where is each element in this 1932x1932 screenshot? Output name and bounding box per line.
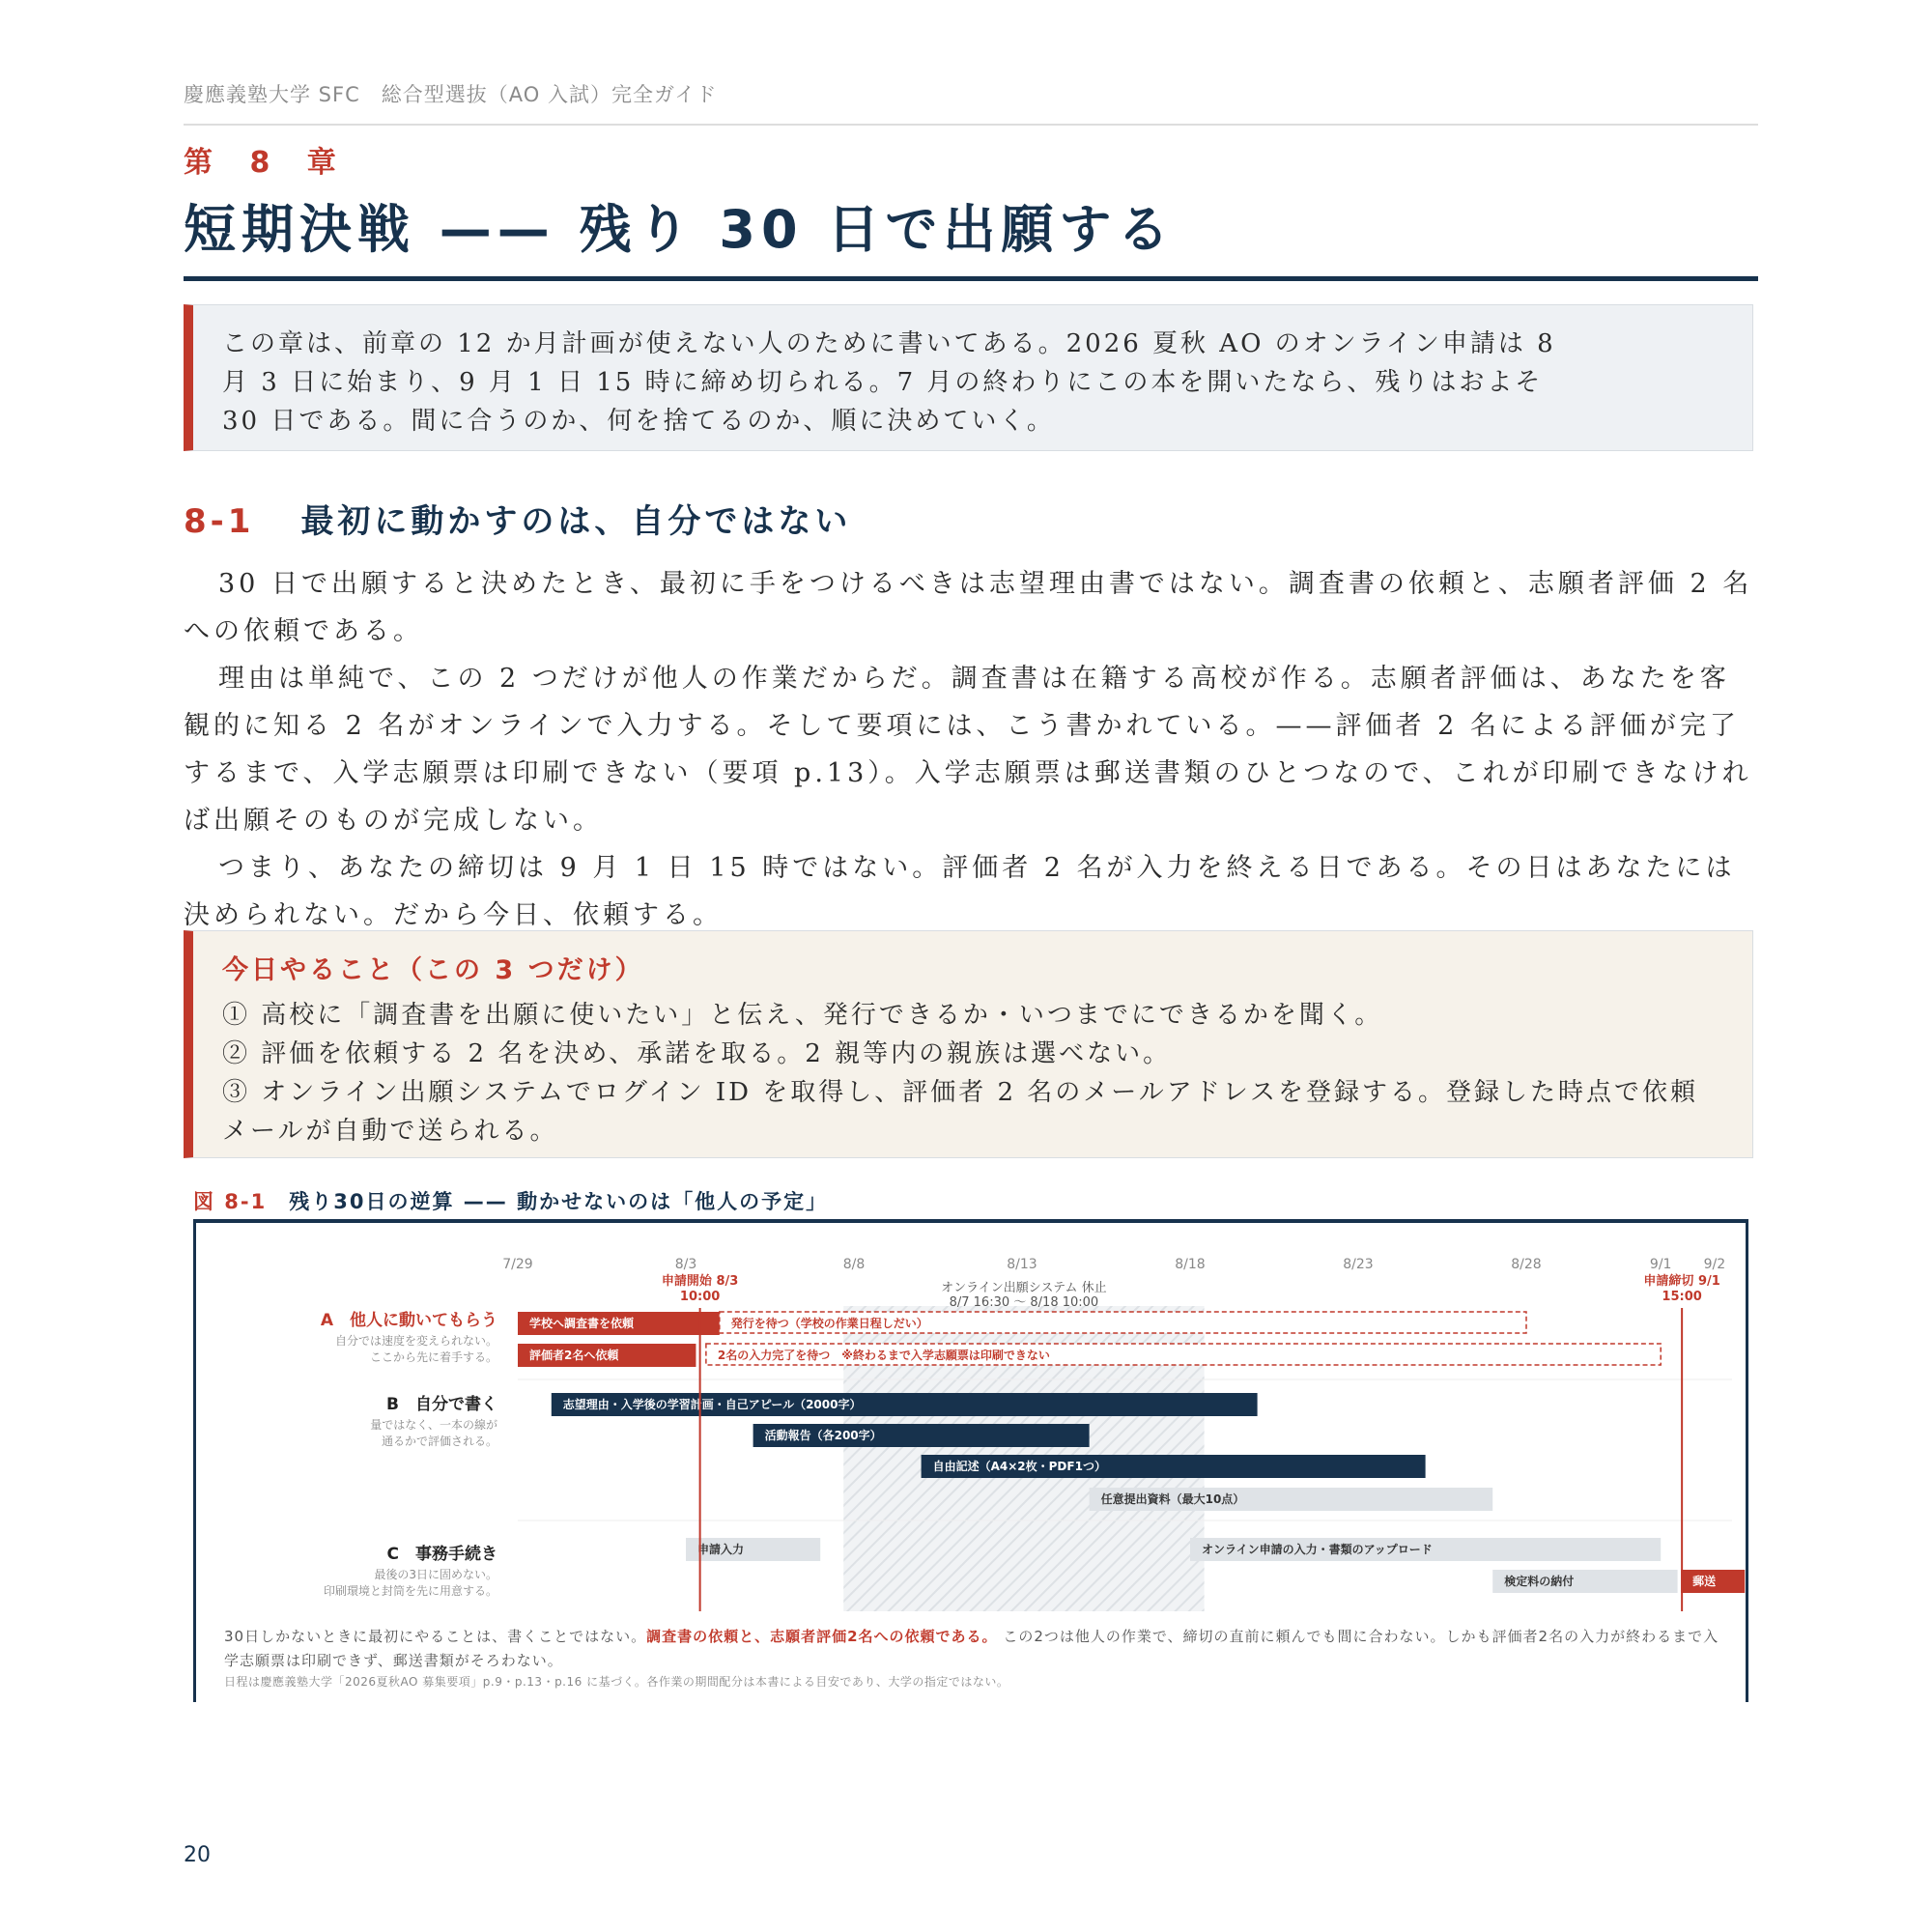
todo-item: ③ オンライン出願システムでログイン ID を取得し、評価者 2 名のメールアドレスを登録する。登録した時点で依頼メールが自動で送られる。	[222, 1078, 1699, 1146]
group-title: A 他人に動いてもらう	[320, 1311, 497, 1330]
figure-note	[224, 1625, 1726, 1673]
figure-caption	[193, 1186, 828, 1215]
tick-label: 7/29	[502, 1257, 533, 1272]
note-highlight: 調査書の依頼と、志願者評価2名への依頼である。	[646, 1628, 998, 1645]
deadline-label: 申請開始 8/3	[661, 1274, 739, 1289]
gantt-bar-label: 任意提出資料（最大10点）	[1100, 1492, 1245, 1506]
group-description: 印刷環境と封筒を先に用意する。	[323, 1584, 497, 1598]
running-header: 慶應義塾大学 SFC 総合型選抜（AO 入試）完全ガイド	[184, 83, 718, 106]
todo-item: ① 高校に「調査書を出願に使いたい」と伝え、発行できるか・いつまでにできるかを聞く。	[222, 1001, 1383, 1030]
body-paragraph: 理由は単純で、この 2 つだけが他人の作業だからだ。調査書は在籍する高校が作る。志願者評価は、あなたを客観的に知る 2 名がオンラインで入力する。そして要項には、こう書かれている。——評価者 2 名による評価が完了するまで、入学志願票は印刷できない（要項 p.13）。入学志願票は郵送書類のひとつなので、これが印刷できなければ出願そのものが完成しない。	[184, 664, 1752, 836]
gantt-bar-label: 活動報告（各200字）	[764, 1429, 882, 1442]
group-description: 量ではなく、一本の線が	[370, 1418, 497, 1432]
gantt-bar-label: 学校へ調査書を依頼	[529, 1317, 635, 1330]
gantt-bar-label: 郵送	[1692, 1575, 1717, 1588]
section-number: 8-1	[184, 502, 255, 541]
group-description: 最後の3日に固めない。	[374, 1568, 497, 1581]
body-text	[184, 560, 1758, 939]
body-paragraph: 30 日で出願すると決めたとき、最初に手をつけるべきは志望理由書ではない。調査書の依頼と、志願者評価 2 名への依頼である。	[184, 569, 1753, 646]
chapter-title: 短期決戦 —— 残り 30 日で出願する	[184, 199, 1176, 260]
figure-source: 日程は慶應義塾大学「2026夏秋AO 募集要項」p.9・p.13・p.16 に基づく。各作業の期間配分は本書による目安であり、大学の指定ではない。	[224, 1675, 1009, 1689]
todo-item: ② 評価を依頼する 2 名を決め、承諾を取る。2 親等内の親族は選べない。	[222, 1039, 1172, 1068]
deadline-label: 申請締切 9/1	[1643, 1274, 1720, 1289]
group-description: ここから先に着手する。	[369, 1350, 497, 1364]
chapter-label: 第 8 章	[184, 146, 350, 180]
figure-number: 図 8-1	[193, 1190, 268, 1213]
gantt-bar-label: 2名の入力完了を待つ ※終わるまで入学志願票は印刷できない	[717, 1349, 1050, 1362]
gantt-bar-label: 自由記述（A4×2枚・PDF1つ）	[932, 1460, 1106, 1473]
group-title: B 自分で書く	[386, 1395, 497, 1414]
group-title: C 事務手続き	[386, 1545, 497, 1564]
group-description: 通るかで評価される。	[381, 1435, 497, 1448]
deadline-time-label: 15:00	[1662, 1290, 1702, 1304]
tick-label: 8/23	[1343, 1257, 1374, 1272]
intro-line: 月 3 日に始まり、9 月 1 日 15 時に締め切られる。7 月の終わりにこの本を開いたなら、残りはおよそ	[222, 368, 1544, 397]
gantt-bar-label: 検定料の納付	[1504, 1575, 1575, 1588]
tick-label: 8/28	[1511, 1257, 1542, 1272]
tick-label: 8/8	[842, 1257, 866, 1272]
group-description: 自分では速度を変えられない。	[334, 1334, 497, 1348]
tick-label: 9/1	[1649, 1257, 1672, 1272]
tick-label: 8/3	[674, 1257, 697, 1272]
header-rule	[184, 124, 1758, 126]
tick-label: 8/18	[1175, 1257, 1206, 1272]
gantt-chart	[196, 1223, 1746, 1629]
deadline-time-label: 10:00	[679, 1290, 721, 1304]
gantt-bar-label: 発行を待つ（学校の作業日程しだい）	[730, 1317, 928, 1330]
section-title: 最初に動かすのは、自分ではない	[300, 502, 852, 541]
gantt-bar-label: オンライン申請の入力・書類のアップロード	[1202, 1543, 1433, 1556]
tick-label: 8/13	[1007, 1257, 1037, 1272]
tick-label: 9/2	[1703, 1257, 1726, 1272]
title-rule	[184, 276, 1758, 281]
figure-title: 残り30日の逆算 —— 動かせないのは「他人の予定」	[289, 1190, 829, 1213]
intro-box	[184, 304, 1753, 451]
body-paragraph: つまり、あなたの締切は 9 月 1 日 15 時ではない。評価者 2 名が入力を終える日である。その日はあなたには決められない。だから今日、依頼する。	[184, 853, 1736, 930]
section-heading	[184, 495, 851, 542]
gantt-bar-label: 志望理由・入学後の学習計画・自己アピール（2000字）	[562, 1398, 862, 1411]
gantt-bar-label: 申請入力	[697, 1543, 745, 1556]
note-text: 30日しかないときに最初にやることは、書くことではない。	[224, 1628, 647, 1645]
intro-line: この章は、前章の 12 か月計画が使えない人のために書いてある。2026 夏秋 AO のオンライン申請は 8	[222, 329, 1556, 358]
note-text: この2つは他人の作業で、締切の直前に頼んでも間に合わない。しかも評価者2名の入力が終わるまで入学志願票は印刷できず、郵送書類がそろわない。	[224, 1628, 1719, 1669]
closure-range-label: 8/7 16:30 〜 8/18 10:00	[949, 1295, 1099, 1310]
page-number: 20	[184, 1843, 211, 1867]
todo-title: 今日やること（この 3 つだけ）	[222, 955, 644, 985]
gantt-bar-label: 評価者2名へ依頼	[529, 1349, 619, 1362]
intro-line: 30 日である。間に合うのか、何を捨てるのか、順に決めていく。	[222, 407, 1055, 436]
todo-box	[184, 930, 1753, 1158]
closure-label: オンライン出願システム 休止	[941, 1281, 1107, 1295]
